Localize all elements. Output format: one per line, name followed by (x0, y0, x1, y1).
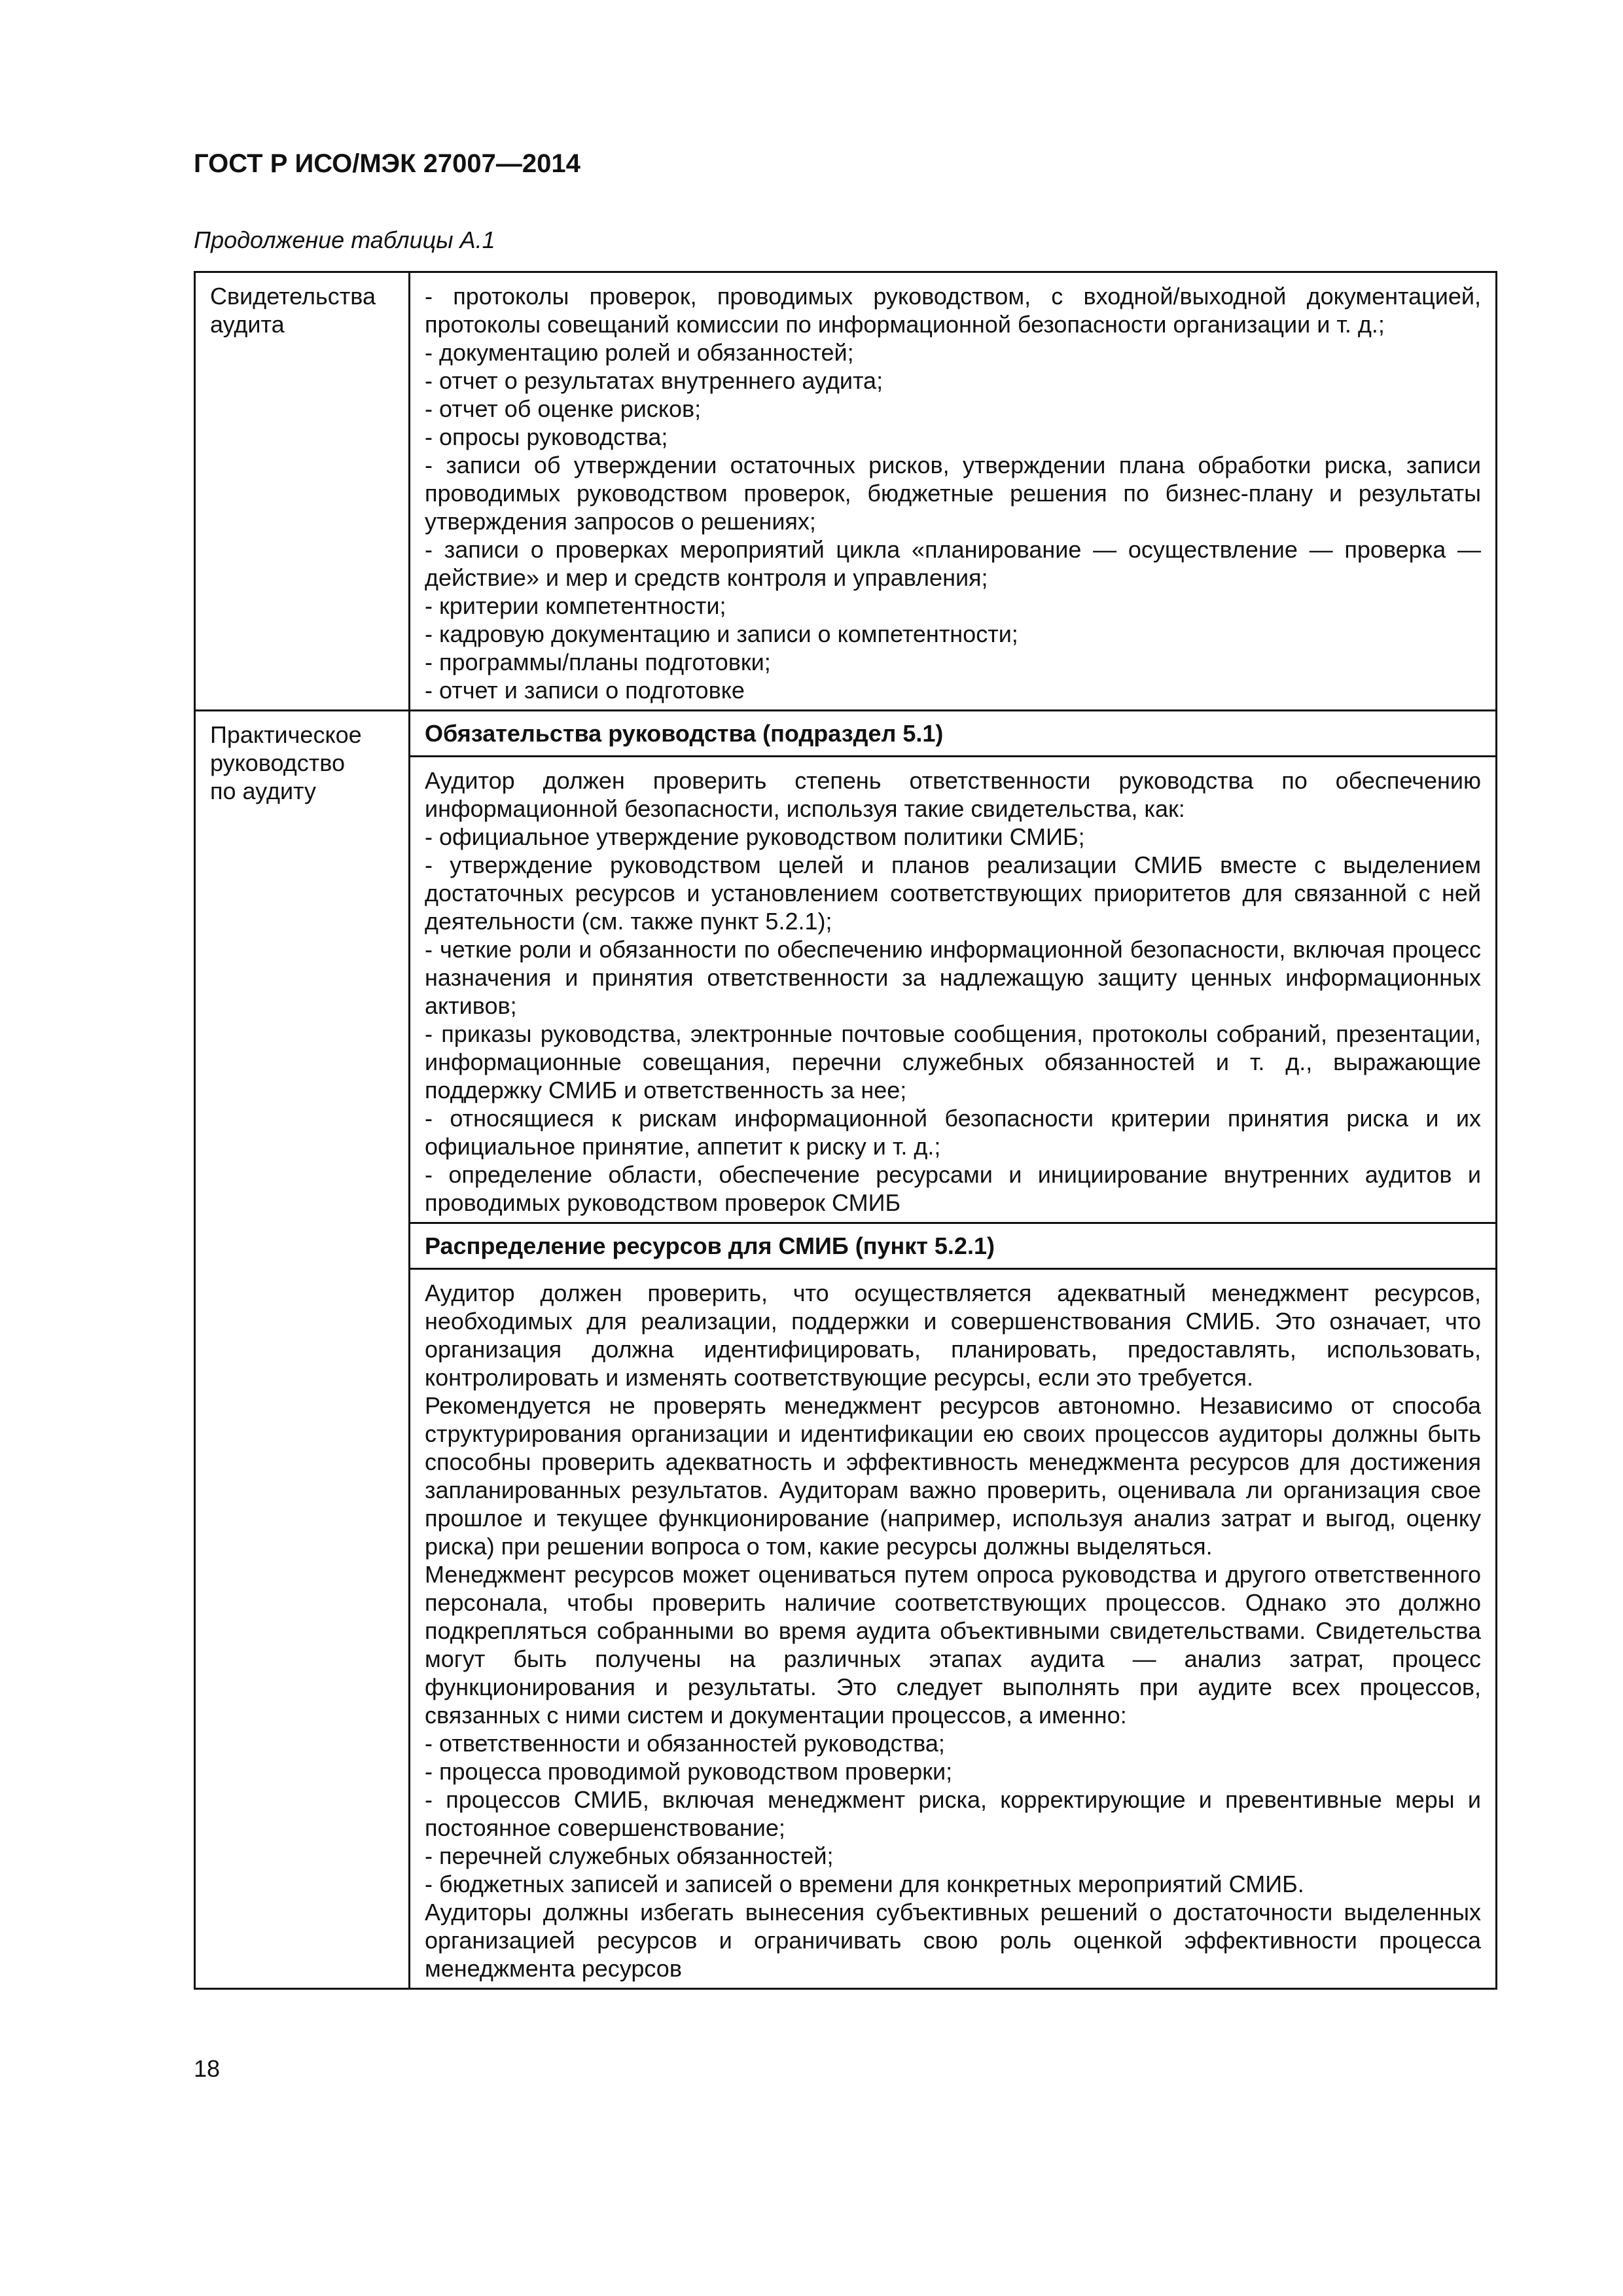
section2-body (410, 1269, 1497, 1989)
evidence-item: - кадровую документацию и записи о компетентности; (425, 620, 1018, 647)
row1-left-line: аудита (210, 311, 285, 338)
row2-left-line: по аудиту (210, 778, 316, 804)
section1-line: - четкие роли и обязанности по обеспечению информационной безопасности, включая процесс назначения и принятия ответственности за надлежащую защиту ценных информационных активов; (425, 936, 1481, 1019)
evidence-item: - отчет о результатах внутреннего аудита; (425, 367, 883, 394)
row2-left-line: руководство (210, 749, 345, 776)
section2-line: Аудиторы должны избегать вынесения субъективных решений о достаточности выделенных организацией ресурсов и ограничивать свою роль оценкой эффективности процесса менеджмента ресурсов (425, 1899, 1481, 1982)
section1-line: - утверждение руководством целей и планов реализации СМИБ вместе с выделением достаточных ресурсов и установлением соответствующих приоритетов для связанной с ней деятельности (см. также пункт 5.2.1); (425, 852, 1481, 935)
section2-line: - процессов СМИБ, включая менеджмент риска, корректирующие и превентивные меры и постоянное совершенствование; (425, 1786, 1481, 1841)
section2-line: Менеджмент ресурсов может оцениваться путем опроса руководства и другого ответственного персонала, чтобы проверить наличие соответствующих процессов. Однако это должно подкрепляться собранными во время аудита объективными свидетельствами. Свидетельства могут быть получены на различных этапах аудита — анализ затрат, процесс функционирования и результаты. Это следует выполнять при аудите всех процессов, связанных с ними систем и документации процессов, а именно: (425, 1561, 1481, 1729)
row2-left-line: Практическое (210, 721, 362, 748)
evidence-item: - критерии компетентности; (425, 592, 726, 619)
section2-line: - ответственности и обязанностей руководства; (425, 1730, 945, 1757)
row2-left-cell (195, 711, 410, 1989)
evidence-item: - программы/планы подготовки; (425, 649, 771, 675)
evidence-item: - отчет и записи о подготовке (425, 677, 745, 704)
evidence-item: - записи о проверках мероприятий цикла «планирование — осуществление — проверка — действие» и мер и средств контроля и управления; (425, 536, 1481, 591)
table-row-audit-evidence (195, 272, 1497, 711)
evidence-item: - опросы руководства; (425, 423, 668, 450)
section2-line: - перечней служебных обязанностей; (425, 1842, 834, 1869)
evidence-item: - отчет об оценке рисков; (425, 395, 702, 422)
evidence-item: - документацию ролей и обязанностей; (425, 339, 854, 366)
section1-line: - официальное утверждение руководством политики СМИБ; (425, 823, 1085, 850)
row1-left-line: Свидетельства (210, 283, 376, 310)
document-header: ГОСТ Р ИСО/МЭК 27007—2014 (194, 149, 580, 178)
table-a1 (194, 271, 1497, 1990)
section2-line: Аудитор должен проверить, что осуществляется адекватный менеджмент ресурсов, необходимых для реализации, поддержки и совершенствования СМИБ. Это означает, что организация должна идентифицировать, планировать, предоставлять, использовать, контролировать и изменять соответствующие ресурсы, если это требуется. (425, 1280, 1481, 1391)
evidence-item: - записи об утверждении остаточных рисков, утверждении плана обработки риска, записи проводимых руководством проверок, бюджетные решения по бизнес-плану и результаты утверждения запросов о решениях; (425, 452, 1481, 535)
section1-line: Аудитор должен проверить степень ответственности руководства по обеспечению информационной безопасности, используя такие свидетельства, как: (425, 767, 1481, 822)
section1-line: - определение области, обеспечение ресурсами и инициирование внутренних аудитов и проводимых руководством проверок СМИБ (425, 1161, 1481, 1216)
row1-left-cell (195, 272, 410, 711)
table-row-guidance-heading1 (195, 711, 1497, 757)
section2-line: - процесса проводимой руководством проверки; (425, 1758, 953, 1785)
table-caption: Продолжение таблицы А.1 (194, 226, 495, 253)
page-number: 18 (194, 2055, 221, 2082)
section1-line: - относящиеся к рискам информационной безопасности критерии принятия риска и их официальное принятие, аппетит к риску и т. д.; (425, 1105, 1481, 1160)
section1-body (410, 757, 1497, 1223)
row1-right-cell (410, 272, 1497, 711)
evidence-item: - протоколы проверок, проводимых руководством, с входной/выходной документацией, протоколы совещаний комиссии по информационной безопасности организации и т. д.; (425, 283, 1481, 338)
section2-heading: Распределение ресурсов для СМИБ (пункт 5.2.1) (410, 1223, 1497, 1269)
section1-line: - приказы руководства, электронные почтовые сообщения, протоколы собраний, презентации, информационные совещания, перечни служебных обязанностей и т. д., выражающие поддержку СМИБ и ответственность за нее; (425, 1020, 1481, 1103)
section2-line: - бюджетных записей и записей о времени для конкретных мероприятий СМИБ. (425, 1871, 1304, 1897)
section1-heading: Обязательства руководства (подраздел 5.1) (410, 711, 1497, 757)
section2-line: Рекомендуется не проверять менеджмент ресурсов автономно. Независимо от способа структурирования организации и идентификации ею своих процессов аудиторы должны быть способны проверить адекватность и эффективность менеджмента ресурсов для достижения запланированных результатов. Аудиторам важно проверить, оценивала ли организация свое прошлое и текущее функционирование (например, используя анализ затрат и выгод, оценку риска) при решении вопроса о том, какие ресурсы должны выделяться. (425, 1392, 1481, 1560)
